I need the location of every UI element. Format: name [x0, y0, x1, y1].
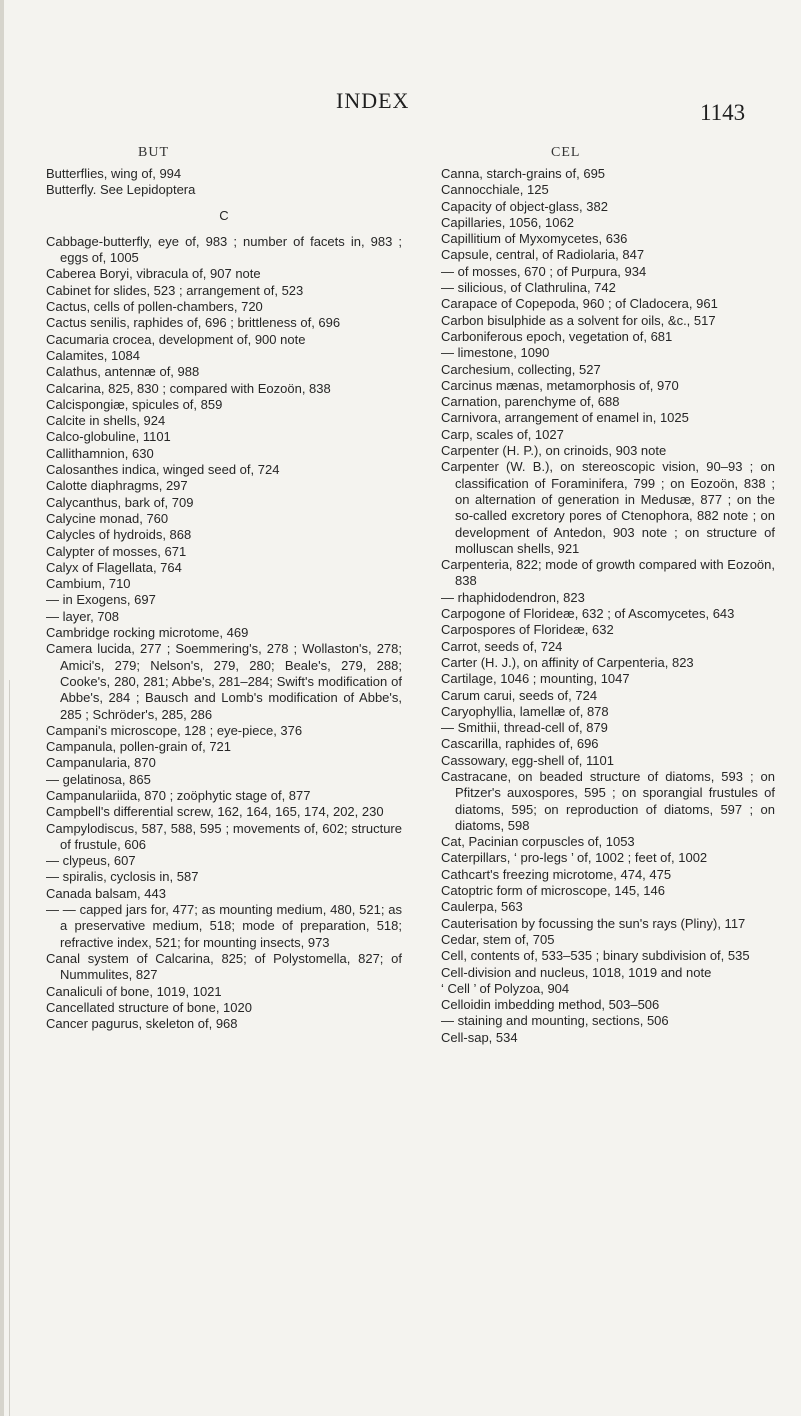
- left-index-column: [46, 166, 402, 1032]
- index-entry: Calosanthes indica, winged seed of, 724: [46, 462, 280, 478]
- index-entry: Callithamnion, 630: [46, 445, 154, 461]
- index-entry: — limestone, 1090: [441, 345, 550, 361]
- index-entry: Carpogone of Florideæ, 632 ; of Ascomycetes, 643: [441, 606, 735, 622]
- index-entry: Celloidin imbedding method, 503–506: [441, 997, 660, 1013]
- index-entry: Calotte diaphragms, 297: [46, 478, 188, 494]
- index-entry: Calcite in shells, 924: [46, 413, 166, 429]
- index-entry: Campbell's differential screw, 162, 164, 165, 174, 202, 230: [46, 804, 384, 820]
- index-entry: Cassowary, egg-shell of, 1101: [441, 752, 614, 768]
- index-entry: Cauterisation by focussing the sun's rays (Pliny), 117: [441, 915, 746, 931]
- index-entry: Cancellated structure of bone, 1020: [46, 999, 252, 1015]
- index-entry: Carrot, seeds of, 724: [441, 638, 563, 654]
- index-entry: — of mosses, 670 ; of Purpura, 934: [441, 263, 647, 279]
- index-entry: Carapace of Copepoda, 960 ; of Cladocera, 961: [441, 296, 718, 312]
- index-entry: Cactus senilis, raphides of, 696 ; brittleness of, 696: [46, 315, 341, 331]
- index-entry: Calypter of mosses, 671: [46, 543, 187, 559]
- index-entry: Campylodiscus, 587, 588, 595 ; movements of, 602; structure of frustule, 606: [46, 820, 402, 852]
- index-entry: Cambium, 710: [46, 576, 131, 592]
- page-edge-shadow: [0, 0, 4, 1416]
- index-entry: Butterflies, wing of, 994: [46, 166, 182, 181]
- index-entry: Canna, starch-grains of, 695: [441, 166, 606, 181]
- index-entry: Cathcart's freezing microtome, 474, 475: [441, 866, 672, 882]
- index-entry: Caulerpa, 563: [441, 899, 523, 915]
- index-entry: — in Exogens, 697: [46, 592, 156, 608]
- index-entry: Campanularia, 870: [46, 755, 156, 771]
- index-entry: Cancer pagurus, skeleton of, 968: [46, 1016, 238, 1032]
- index-entry: Cat, Pacinian corpuscles of, 1053: [441, 834, 635, 850]
- index-entry: — — capped jars for, 477; as mounting medium, 480, 521; as a preservative medium, 518; mode of preparation, 518; refractive index, 521; for mounting insects, 973: [46, 902, 402, 950]
- index-entry: — spiralis, cyclosis in, 587: [46, 869, 199, 885]
- index-entry: ‘ Cell ’ of Polyzoa, 904: [441, 980, 570, 996]
- index-entry: Capacity of object-glass, 382: [441, 198, 608, 214]
- index-entry: — Smithii, thread-cell of, 879: [441, 720, 608, 736]
- page-number: 1143: [700, 100, 746, 125]
- index-entry: Carum carui, seeds of, 724: [441, 687, 598, 703]
- index-entry: Caberea Boryi, vibracula of, 907 note: [46, 266, 261, 282]
- index-entry: Campanula, pollen-grain of, 721: [46, 739, 232, 755]
- index-entry: Cedar, stem of, 705: [441, 931, 555, 947]
- index-entry: — rhaphidodendron, 823: [441, 589, 585, 605]
- left-guide-word: BUT: [138, 145, 169, 160]
- index-entry: Capsule, central, of Radiolaria, 847: [441, 247, 645, 263]
- index-entry: — clypeus, 607: [46, 853, 136, 869]
- index-entry: Campani's microscope, 128 ; eye-piece, 376: [46, 722, 303, 738]
- index-entry: Carpenter (W. B.), on stereoscopic vision, 90–93 ; on classification of Foraminifera, 799 ; on Eozoön, 838 ; on alternation of generation in Medusæ, 877 ; on the so-called excretory pores of Ctenophora, 882 note ; on development of Antedon, 903 note ; on structure of molluscan shells, 921: [441, 459, 775, 556]
- index-entry: Calamites, 1084: [46, 347, 140, 363]
- index-entry: Catoptric form of microscope, 145, 146: [441, 883, 665, 899]
- index-entry: Cactus, cells of pollen-chambers, 720: [46, 299, 263, 315]
- right-index-column: [441, 166, 775, 1046]
- index-entry: Canaliculi of bone, 1019, 1021: [46, 983, 222, 999]
- index-entry: Canada balsam, 443: [46, 885, 166, 901]
- index-entry: Capillitium of Myxomycetes, 636: [441, 231, 628, 247]
- page-edge-line: [9, 680, 10, 1416]
- index-entry: Calcispongiæ, spicules of, 859: [46, 396, 223, 412]
- index-entry: Cannocchiale, 125: [441, 182, 549, 198]
- index-entry: — gelatinosa, 865: [46, 771, 151, 787]
- index-entry: Carpenteria, 822; mode of growth compared with Eozoön, 838: [441, 557, 775, 589]
- index-entry: — layer, 708: [46, 608, 119, 624]
- index-entry: Carter (H. J.), on affinity of Carpenteria, 823: [441, 654, 694, 670]
- index-entry: Calyx of Flagellata, 764: [46, 559, 182, 575]
- index-entry: Capillaries, 1056, 1062: [441, 214, 574, 230]
- index-entry: — silicious, of Clathrulina, 742: [441, 280, 616, 296]
- index-entry: Castracane, on beaded structure of diatoms, 593 ; on Pfitzer's auxospores, 595 ; on sporangial frustules of diatoms, 595; on reproduction of diatoms, 597 ; on diatoms, 598: [441, 768, 775, 833]
- index-entry: Cabinet for slides, 523 ; arrangement of, 523: [46, 282, 304, 298]
- index-entry: Camera lucida, 277 ; Soemmering's, 278 ; Wollaston's, 278; Amici's, 279; Nelson's, 279, 280; Beale's, 279, 288; Cooke's, 280, 281; Abbe's, 281–284; Swift's modification of Abbe's, 284 ; Bausch and Lomb's modification of Abbe's, 285 ; Schröder's, 285, 286: [46, 641, 402, 722]
- index-entry: Calco-globuline, 1101: [46, 429, 171, 445]
- index-entry: Campanulariida, 870 ; zoöphytic stage of, 877: [46, 787, 311, 803]
- index-entry: Carpenter (H. P.), on crinoids, 903 note: [441, 443, 667, 459]
- index-entry: Canal system of Calcarina, 825; of Polystomella, 827; of Nummulites, 827: [46, 950, 402, 983]
- index-entry: Carnation, parenchyme of, 688: [441, 394, 620, 410]
- index-entry: Cell, contents of, 533–535 ; binary subdivision of, 535: [441, 948, 750, 964]
- index-entry: Cambridge rocking microtome, 469: [46, 625, 249, 641]
- page-title: INDEX: [336, 88, 410, 113]
- index-entry: Cascarilla, raphides of, 696: [441, 736, 599, 752]
- index-entry: Caterpillars, ‘ pro-legs ’ of, 1002 ; feet of, 1002: [441, 850, 708, 866]
- index-entry: Butterfly. See Lepidoptera: [46, 182, 196, 198]
- index-entry: Caryophyllia, lamellæ of, 878: [441, 703, 609, 719]
- index-entry: Calycles of hydroids, 868: [46, 527, 192, 543]
- index-entry: Cell-sap, 534: [441, 1029, 518, 1045]
- index-entry: Carcinus mænas, metamorphosis of, 970: [441, 377, 679, 393]
- index-entry: Calycine monad, 760: [46, 510, 169, 526]
- index-entry: Carpospores of Florideæ, 632: [441, 622, 614, 638]
- index-entry: Calathus, antennæ of, 988: [46, 364, 200, 380]
- index-entry: Carboniferous epoch, vegetation of, 681: [441, 328, 673, 344]
- right-guide-word: CEL: [551, 145, 581, 160]
- index-entry: Cartilage, 1046 ; mounting, 1047: [441, 671, 630, 687]
- index-entry: Calcarina, 825, 830 ; compared with Eozoön, 838: [46, 380, 331, 396]
- index-entry: Carp, scales of, 1027: [441, 426, 564, 442]
- index-entry: Carchesium, collecting, 527: [441, 361, 601, 377]
- index-entry: Carnivora, arrangement of enamel in, 1025: [441, 410, 689, 426]
- index-entry: Calycanthus, bark of, 709: [46, 494, 194, 510]
- index-entry: Cabbage-butterfly, eye of, 983 ; number of facets in, 983 ; eggs of, 1005: [46, 233, 402, 266]
- index-entry: Cell-division and nucleus, 1018, 1019 and note: [441, 964, 712, 980]
- index-entry: Cacumaria crocea, development of, 900 note: [46, 331, 306, 347]
- index-entry: — staining and mounting, sections, 506: [441, 1013, 669, 1029]
- section-letter: C: [219, 207, 229, 223]
- index-entry: Carbon bisulphide as a solvent for oils, &c., 517: [441, 312, 716, 328]
